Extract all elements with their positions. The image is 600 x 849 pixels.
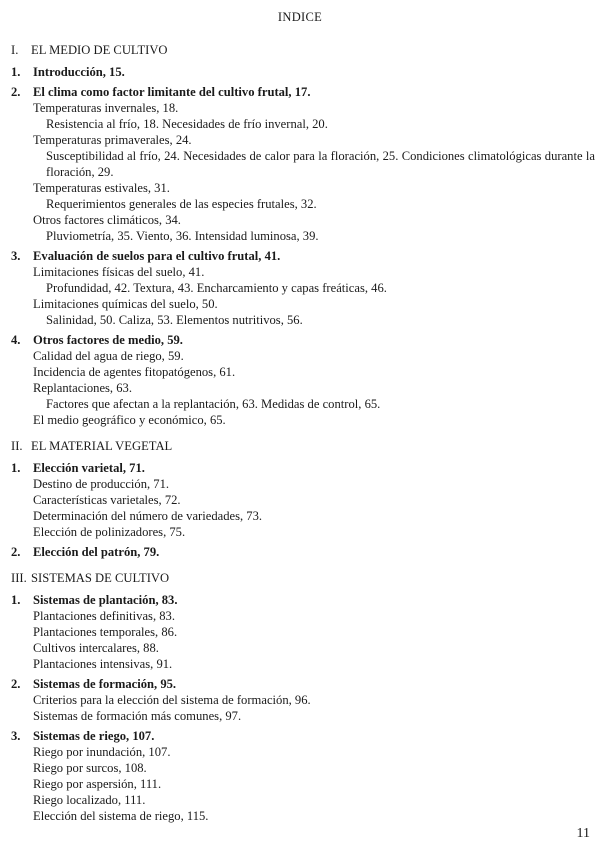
chapter-title: Sistemas de riego, 107. <box>33 729 155 743</box>
part-section <box>11 42 595 428</box>
section-entry: Riego por inundación, 107. <box>33 745 171 759</box>
section-entry: Plantaciones temporales, 86. <box>33 625 178 639</box>
part-title: EL MEDIO DE CULTIVO <box>31 43 168 57</box>
section-entry: Características varietales, 72. <box>33 493 181 507</box>
part-heading <box>11 570 595 586</box>
section-entry: Calidad del agua de riego, 59. <box>33 349 184 363</box>
chapter-number: 3. <box>11 729 21 743</box>
section-entry: Otros factores climáticos, 34. <box>33 213 181 227</box>
subsection-entry: Requerimientos generales de las especies frutales, 32. <box>46 197 317 211</box>
section-entry: Plantaciones definitivas, 83. <box>33 609 175 623</box>
chapter-number: 4. <box>11 333 21 347</box>
chapter-heading <box>11 332 595 348</box>
subsection-entry: Factores que afectan a la replantación, 63. Medidas de control, 65. <box>46 397 381 411</box>
chapter-title: El clima como factor limitante del cultivo frutal, 17. <box>33 85 311 99</box>
subsection-entry: Profundidad, 42. Textura, 43. Encharcamiento y capas freáticas, 46. <box>46 281 387 295</box>
part-title: SISTEMAS DE CULTIVO <box>31 571 170 585</box>
section-entry: Temperaturas primaverales, 24. <box>33 133 192 147</box>
chapter-entry <box>11 64 595 80</box>
chapter-entry <box>11 544 595 560</box>
section-entry: Riego por aspersión, 111. <box>33 777 162 791</box>
chapter-title: Introducción, 15. <box>33 65 125 79</box>
chapter-title: Otros factores de medio, 59. <box>33 333 183 347</box>
chapter-entry <box>11 332 595 428</box>
section-entry: Riego por surcos, 108. <box>33 761 147 775</box>
subsection-entry: Susceptibilidad al frío, 24. Necesidades de calor para la floración, 25. Condiciones climatológicas durante la floración, 29. <box>46 149 595 179</box>
chapter-entry <box>11 728 595 824</box>
chapter-number: 3. <box>11 249 21 263</box>
chapter-heading <box>11 84 595 100</box>
subsection-entry: Salinidad, 50. Caliza, 53. Elementos nutritivos, 56. <box>46 313 303 327</box>
part-section <box>11 570 595 824</box>
chapter-number: 1. <box>11 65 21 79</box>
section-entry: Destino de producción, 71. <box>33 477 170 491</box>
section-entry: Criterios para la elección del sistema de formación, 96. <box>33 693 311 707</box>
chapter-heading <box>11 592 595 608</box>
section-entry: Incidencia de agentes fitopatógenos, 61. <box>33 365 236 379</box>
chapter-title: Elección varietal, 71. <box>33 461 145 475</box>
part-title: EL MATERIAL VEGETAL <box>31 439 173 453</box>
table-of-contents <box>11 42 595 828</box>
subsection-entry: Resistencia al frío, 18. Necesidades de frío invernal, 20. <box>46 117 328 131</box>
chapter-heading <box>11 248 595 264</box>
section-entry: Limitaciones físicas del suelo, 41. <box>33 265 205 279</box>
chapter-number: 1. <box>11 461 21 475</box>
part-heading <box>11 438 595 454</box>
part-number: II. <box>11 439 23 453</box>
subsection-entry: Pluviometría, 35. Viento, 36. Intensidad luminosa, 39. <box>46 229 319 243</box>
section-entry: Temperaturas estivales, 31. <box>33 181 170 195</box>
chapter-heading <box>11 676 595 692</box>
chapter-title: Elección del patrón, 79. <box>33 545 160 559</box>
chapter-number: 2. <box>11 677 21 691</box>
section-entry: Plantaciones intensivas, 91. <box>33 657 173 671</box>
chapter-entry <box>11 460 595 540</box>
chapter-number: 2. <box>11 545 21 559</box>
section-entry: Elección del sistema de riego, 115. <box>33 809 209 823</box>
chapter-number: 1. <box>11 593 21 607</box>
chapter-title: Sistemas de formación, 95. <box>33 677 177 691</box>
chapter-heading <box>11 460 595 476</box>
section-entry: Cultivos intercalares, 88. <box>33 641 159 655</box>
part-number: III. <box>11 571 27 585</box>
part-section <box>11 438 595 560</box>
chapter-number: 2. <box>11 85 21 99</box>
chapter-entry <box>11 248 595 328</box>
chapter-heading <box>11 728 595 744</box>
section-entry: Determinación del número de variedades, 73. <box>33 509 263 523</box>
section-entry: Temperaturas invernales, 18. <box>33 101 179 115</box>
chapter-heading <box>11 64 595 80</box>
chapter-entry <box>11 84 595 244</box>
chapter-heading <box>11 544 595 560</box>
page-number: 11 <box>576 826 590 841</box>
section-entry: Sistemas de formación más comunes, 97. <box>33 709 242 723</box>
part-heading <box>11 42 595 58</box>
section-entry: Replantaciones, 63. <box>33 381 132 395</box>
chapter-title: Evaluación de suelos para el cultivo frutal, 41. <box>33 249 281 263</box>
section-entry: El medio geográfico y económico, 65. <box>33 413 226 427</box>
chapter-title: Sistemas de plantación, 83. <box>33 593 178 607</box>
section-entry: Limitaciones químicas del suelo, 50. <box>33 297 218 311</box>
page-title: INDICE <box>277 10 323 24</box>
section-entry: Elección de polinizadores, 75. <box>33 525 186 539</box>
chapter-entry <box>11 676 595 724</box>
chapter-entry <box>11 592 595 672</box>
section-entry: Riego localizado, 111. <box>33 793 146 807</box>
part-number: I. <box>11 43 19 57</box>
